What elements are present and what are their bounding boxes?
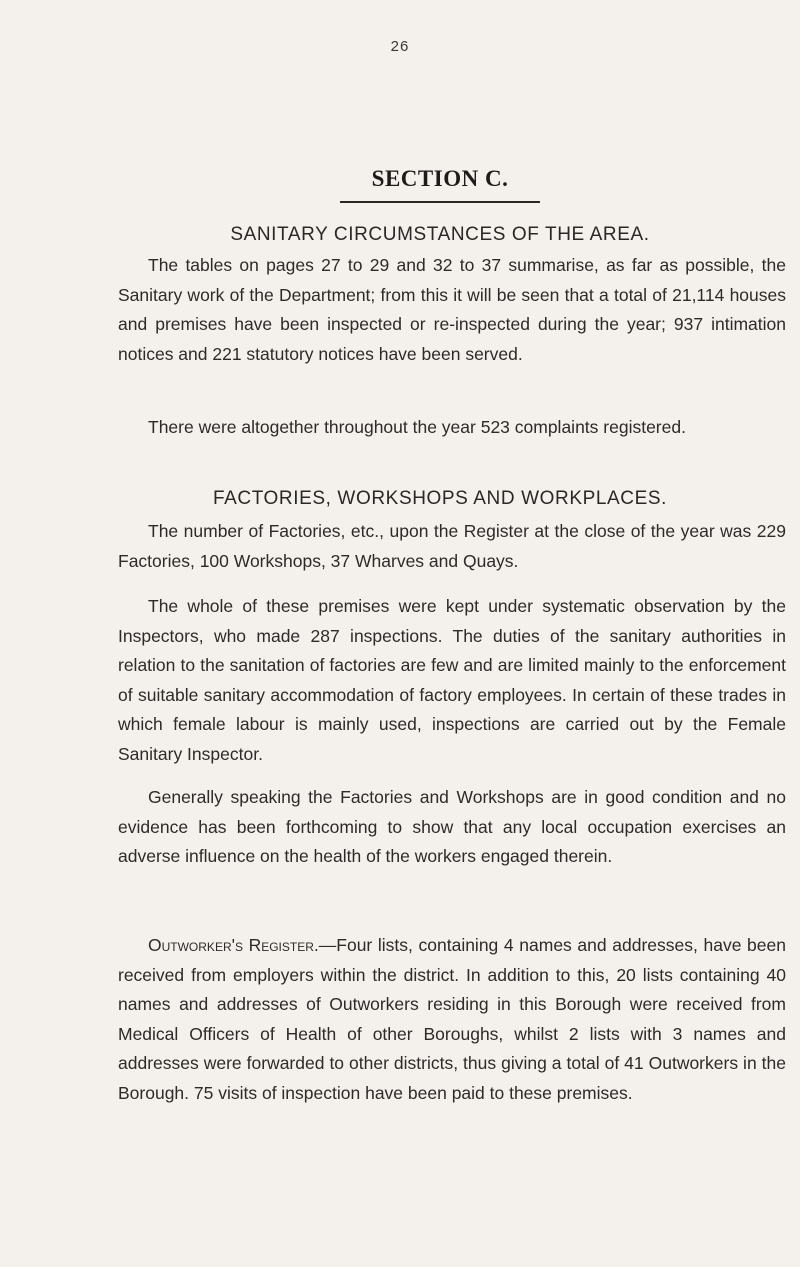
sanitary-heading: SANITARY CIRCUMSTANCES OF THE AREA. (230, 224, 650, 245)
section-title: SECTION C. (371, 166, 509, 191)
factories-paragraph-3: Generally speaking the Factories and Workshops are in good condition and no evidence has been forthcoming to show that any local occupation exercises an adverse influence on the health of the workers engaged therein. (118, 787, 786, 866)
sanitary-paragraph-1: The tables on pages 27 to 29 and 32 to 37 summarise, as far as possible, the Sanitary work of the Department; from this it will be seen that a total of 21,114 houses and premises have been inspected or re-inspected during the year; 937 intimation notices and 221 statutory notices have been served. (118, 255, 786, 364)
outworkers-register-label: Outworker's Register. (148, 935, 319, 955)
outworkers-paragraph (118, 931, 786, 1108)
factories-paragraph-1: The number of Factories, etc., upon the Register at the close of the year was 229 Factories, 100 Workshops, 37 Wharves and Quays. (118, 521, 786, 571)
factories-paragraph-2: The whole of these premises were kept under systematic observation by the Inspectors, who made 287 inspections. The duties of the sanitary authorities in relation to the sanitation of factories are few and are limited mainly to the enforcement of suitable sanitary accommodation of factory employees. In certain of these trades in which female labour is mainly used, inspections are carried out by the Female Sanitary Inspector. (118, 596, 786, 764)
outworkers-register-text: —Four lists, containing 4 names and addresses, have been received from employers within the district. In addition to this, 20 lists containing 40 names and addresses of Outworkers residing in this Borough were received from Medical Officers of Health of other Boroughs, whilst 2 lists with 3 names and addresses were forwarded to other districts, thus giving a total of 41 Outworkers in the Borough. 75 visits of inspection have been paid to these premises. (118, 935, 786, 1103)
sanitary-paragraph-2: There were altogether throughout the year 523 complaints registered. (148, 417, 686, 437)
factories-heading: FACTORIES, WORKSHOPS AND WORKPLACES. (212, 488, 668, 509)
page-number: 26 (390, 38, 410, 55)
section-title-underline (340, 201, 540, 203)
